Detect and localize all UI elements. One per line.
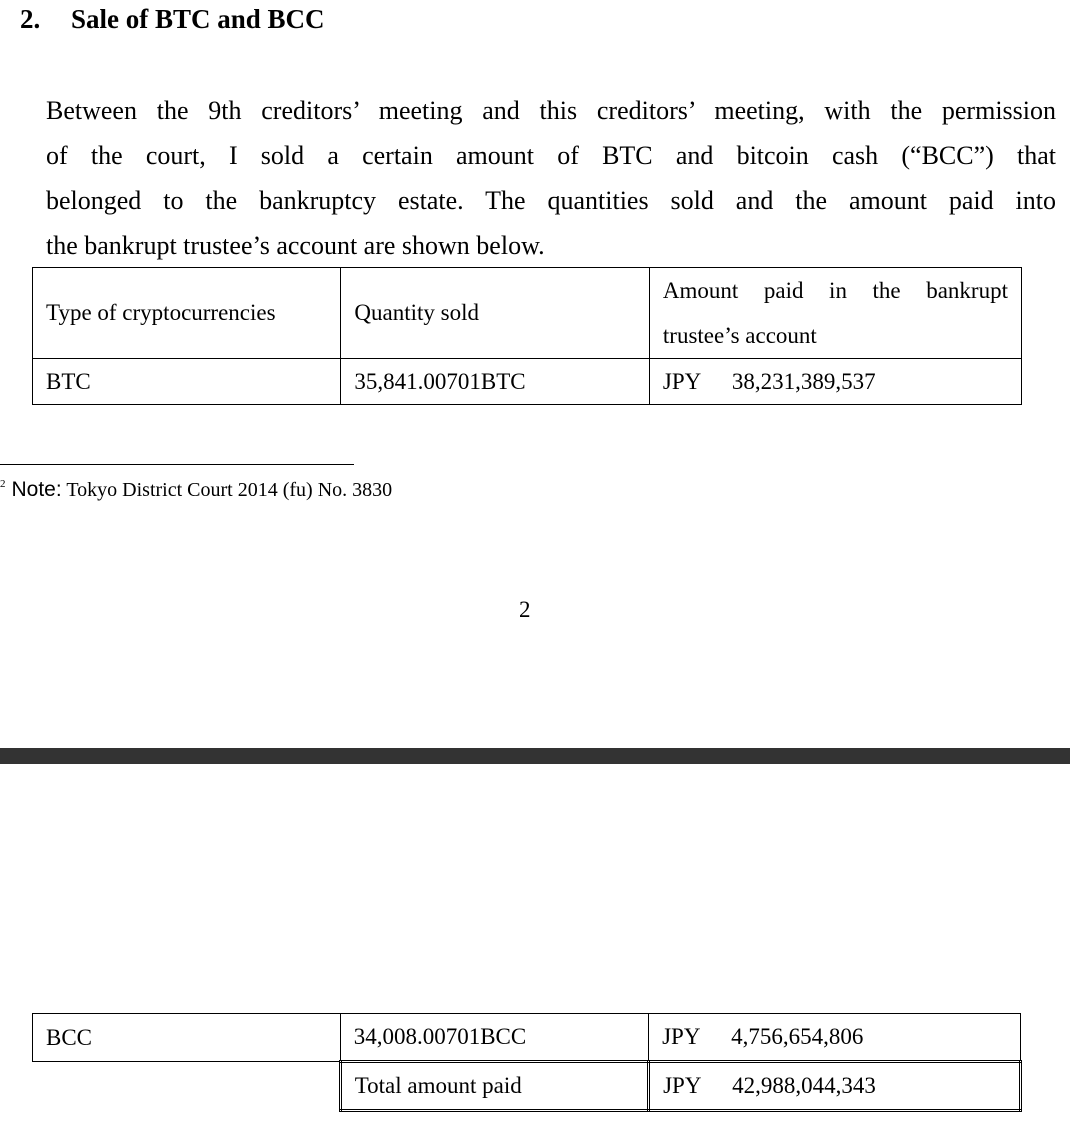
paragraph-line: Between the 9th creditors’ meeting and this creditors’ meeting, with the permission bbox=[46, 96, 1056, 125]
footnote-divider bbox=[0, 464, 354, 465]
table-header-row bbox=[33, 268, 1022, 359]
header-quantity: Quantity sold bbox=[341, 268, 649, 359]
footnote-text: Tokyo District Court 2014 (fu) No. 3830 bbox=[66, 479, 393, 501]
cell-amount bbox=[649, 1014, 1021, 1062]
cell-type: BCC bbox=[33, 1014, 341, 1062]
total-amount-value: 42,988,044,343 bbox=[732, 1073, 876, 1098]
header-amount-line1: Amount paid in the bankrupt bbox=[662, 278, 1008, 303]
table-row bbox=[33, 1014, 1021, 1062]
total-row bbox=[33, 1062, 1021, 1111]
cell-quantity: 35,841.00701BTC bbox=[341, 359, 649, 405]
cell-currency: JPY bbox=[662, 368, 702, 394]
header-type: Type of cryptocurrencies bbox=[33, 268, 341, 359]
empty-cell bbox=[33, 1062, 341, 1111]
cell-currency: JPY bbox=[662, 1024, 701, 1049]
paragraph-line: the bankrupt trustee’s account are shown below. bbox=[46, 231, 545, 260]
page-number: 2 bbox=[519, 597, 531, 622]
footnote bbox=[0, 478, 392, 502]
footnote-label: Note: bbox=[11, 478, 62, 501]
cell-amount-value: 4,756,654,806 bbox=[731, 1024, 864, 1049]
cell-amount-value: 38,231,389,537 bbox=[731, 368, 876, 394]
footnote-marker: 2 bbox=[0, 478, 6, 490]
section-number: 2. bbox=[20, 4, 41, 34]
sales-table bbox=[32, 267, 1022, 405]
section-title: Sale of BTC and BCC bbox=[71, 4, 325, 34]
total-currency: JPY bbox=[663, 1073, 702, 1098]
table-row bbox=[33, 359, 1022, 405]
cell-amount bbox=[649, 359, 1021, 405]
cell-type: BTC bbox=[33, 359, 341, 405]
page-break-bar bbox=[0, 748, 1070, 764]
sales-table-continued bbox=[32, 1013, 1022, 1112]
section-heading bbox=[20, 4, 325, 35]
header-amount bbox=[649, 268, 1021, 359]
total-label: Total amount paid bbox=[340, 1062, 648, 1111]
cell-quantity: 34,008.00701BCC bbox=[340, 1014, 648, 1062]
paragraph-line: of the court, I sold a certain amount of BTC and bitcoin cash (“BCC”) that bbox=[46, 141, 1056, 170]
total-amount bbox=[649, 1062, 1021, 1111]
body-paragraph bbox=[46, 88, 1056, 268]
paragraph-line: belonged to the bankruptcy estate. The quantities sold and the amount paid into bbox=[46, 186, 1056, 215]
header-amount-line2: trustee’s account bbox=[662, 323, 817, 348]
